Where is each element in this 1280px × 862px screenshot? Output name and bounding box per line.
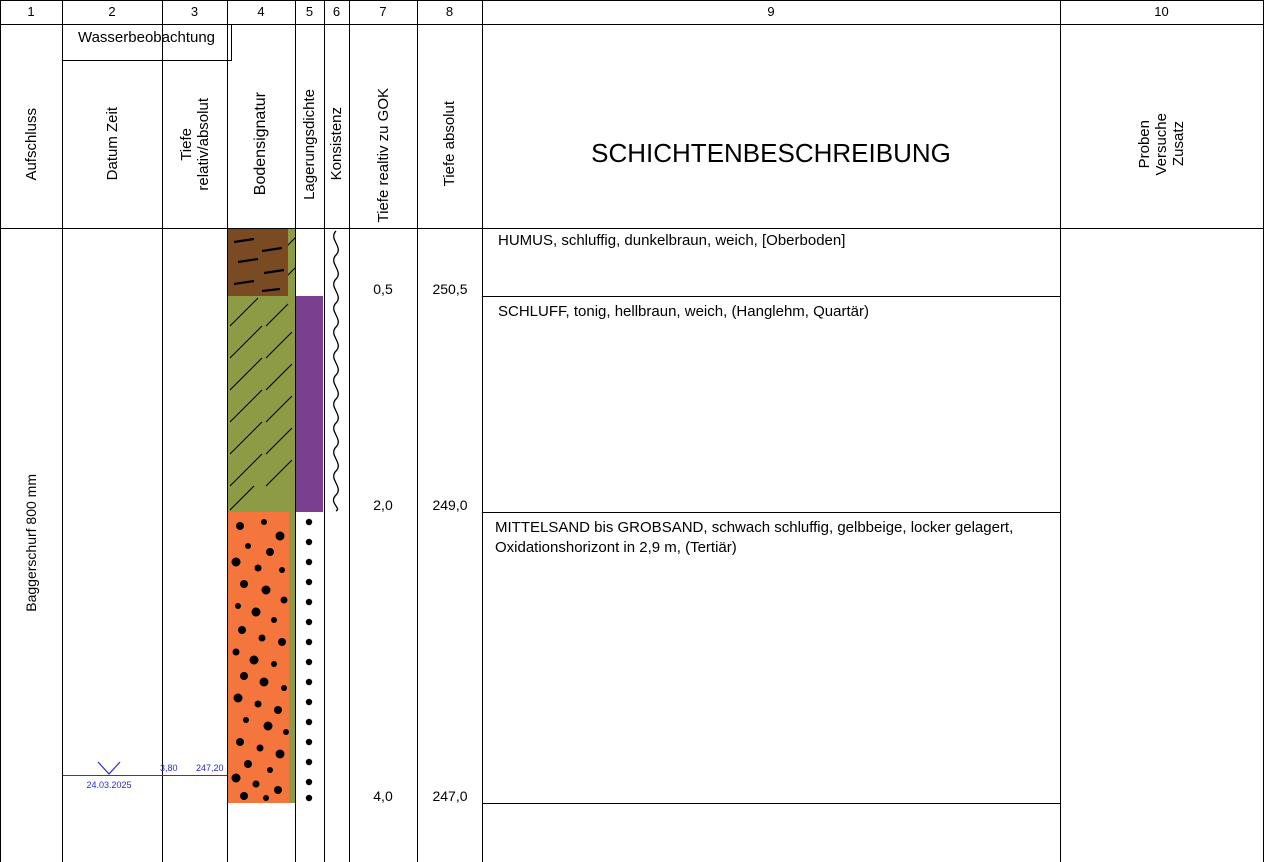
- group-header-wasserbeobachtung: Wasserbeobachtung: [77, 29, 216, 46]
- column-number-4: 4: [257, 4, 265, 19]
- lithology-schluff: [228, 296, 295, 512]
- header-lagerungsdichte: [295, 60, 324, 228]
- column-number-5: 5: [305, 4, 314, 19]
- depth-relative-layer-1: 0,5: [373, 281, 393, 297]
- lithology-humus: [228, 229, 288, 296]
- water-observation-date: 24.03.2025: [86, 780, 132, 790]
- water-depth-relative: 3,80: [160, 763, 178, 773]
- grid-line-h: [0, 228, 1264, 229]
- header-tiefe-line2: relativ/absolut: [194, 97, 212, 191]
- lagerungsdichte-humus: [296, 229, 323, 296]
- layer-separator: [482, 512, 1060, 513]
- grid-line-h: [0, 24, 1264, 25]
- layer-separator: [482, 296, 1060, 297]
- layer-description-1: HUMUS, schluffig, dunkelbraun, weich, [Oberboden]: [498, 232, 846, 249]
- header-aufschluss-label: Aufschluss: [22, 107, 40, 181]
- lagerungsdichte-schluff: [296, 296, 323, 512]
- water-depth-absolute: 247,20: [196, 763, 224, 773]
- sand-pattern-icon: [228, 512, 289, 803]
- aufschluss-value-label: Baggerschurf 800 mm: [23, 474, 39, 612]
- hatch-icon: [288, 229, 295, 296]
- column-number-1: 1: [27, 4, 35, 19]
- column-number-3: 3: [190, 4, 199, 19]
- column-number-6: 6: [332, 4, 341, 19]
- lithology-sand-edge: [289, 512, 295, 803]
- header-lagerungsdichte-label: Lagerungsdichte: [301, 88, 318, 200]
- grid-line-v: [1263, 0, 1264, 862]
- depth-absolute-layer-1: 250,5: [432, 281, 468, 297]
- header-aufschluss: [0, 60, 62, 228]
- header-datum-zeit: [62, 60, 162, 228]
- grid-line-v: [482, 0, 483, 862]
- lithology-humus-edge: [288, 229, 295, 296]
- header-versuche-label: Versuche: [1153, 112, 1170, 176]
- dot-column-icon: [296, 512, 323, 803]
- lagerungsdichte-sand: [296, 512, 323, 803]
- column-number-8: 8: [445, 4, 454, 19]
- header-tiefe-relativ-gok-label: Tiefe realtiv zu GOK: [374, 88, 392, 223]
- grid-line-v: [231, 24, 232, 60]
- header-tiefe-relativ-absolut: [162, 60, 227, 228]
- header-tiefe-absolut: [417, 60, 482, 228]
- header-bodensignatur-label: Bodensignatur: [252, 92, 269, 196]
- column-number-7: 7: [379, 4, 387, 19]
- depth-absolute-layer-2: 249,0: [432, 497, 468, 513]
- depth-absolute-layer-3: 247,0: [432, 788, 468, 804]
- header-konsistenz: [324, 60, 349, 228]
- column-number-2: 2: [108, 4, 116, 19]
- top-border: [0, 0, 1264, 1]
- wavy-line-icon: [325, 229, 348, 512]
- water-level-line: [63, 775, 227, 776]
- header-bodensignatur: [227, 60, 295, 228]
- humus-pattern-icon: [228, 229, 288, 296]
- layer-separator: [482, 803, 1060, 804]
- depth-relative-layer-3: 4,0: [373, 788, 393, 804]
- water-triangle-icon: [96, 760, 122, 775]
- header-tiefe-relativ-gok: [349, 32, 417, 228]
- konsistenz-curve: [325, 229, 348, 512]
- header-datum-zeit-label: Datum Zeit: [103, 107, 121, 181]
- schluff-pattern-icon: [228, 296, 295, 512]
- header-tiefe-line1: Tiefe: [177, 127, 195, 161]
- lithology-sand: [228, 512, 289, 803]
- water-level-symbol: [96, 760, 122, 775]
- column-number-9: 9: [767, 4, 775, 19]
- column-number-10: 10: [1154, 4, 1169, 19]
- layer-description-3: MITTELSAND bis GROBSAND, schwach schluffig, gelbbeige, locker gelagert, Oxidationshorizont in 2,9 m, (Tertiär): [495, 519, 1014, 557]
- header-konsistenz-label: Konsistenz: [328, 107, 345, 181]
- depth-relative-layer-2: 2,0: [373, 497, 393, 513]
- header-tiefe-absolut-label: Tiefe absolut: [441, 101, 458, 187]
- header-proben-label: Proben: [1136, 119, 1153, 169]
- header-proben-versuche-zusatz: [1060, 60, 1263, 228]
- header-zusatz-label: Zusatz: [1170, 121, 1187, 167]
- header-schichtenbeschreibung: SCHICHTENBESCHREIBUNG: [591, 138, 951, 168]
- aufschluss-value: [0, 228, 62, 858]
- layer-description-2: SCHLUFF, tonig, hellbraun, weich, (Hanglehm, Quartär): [498, 303, 869, 320]
